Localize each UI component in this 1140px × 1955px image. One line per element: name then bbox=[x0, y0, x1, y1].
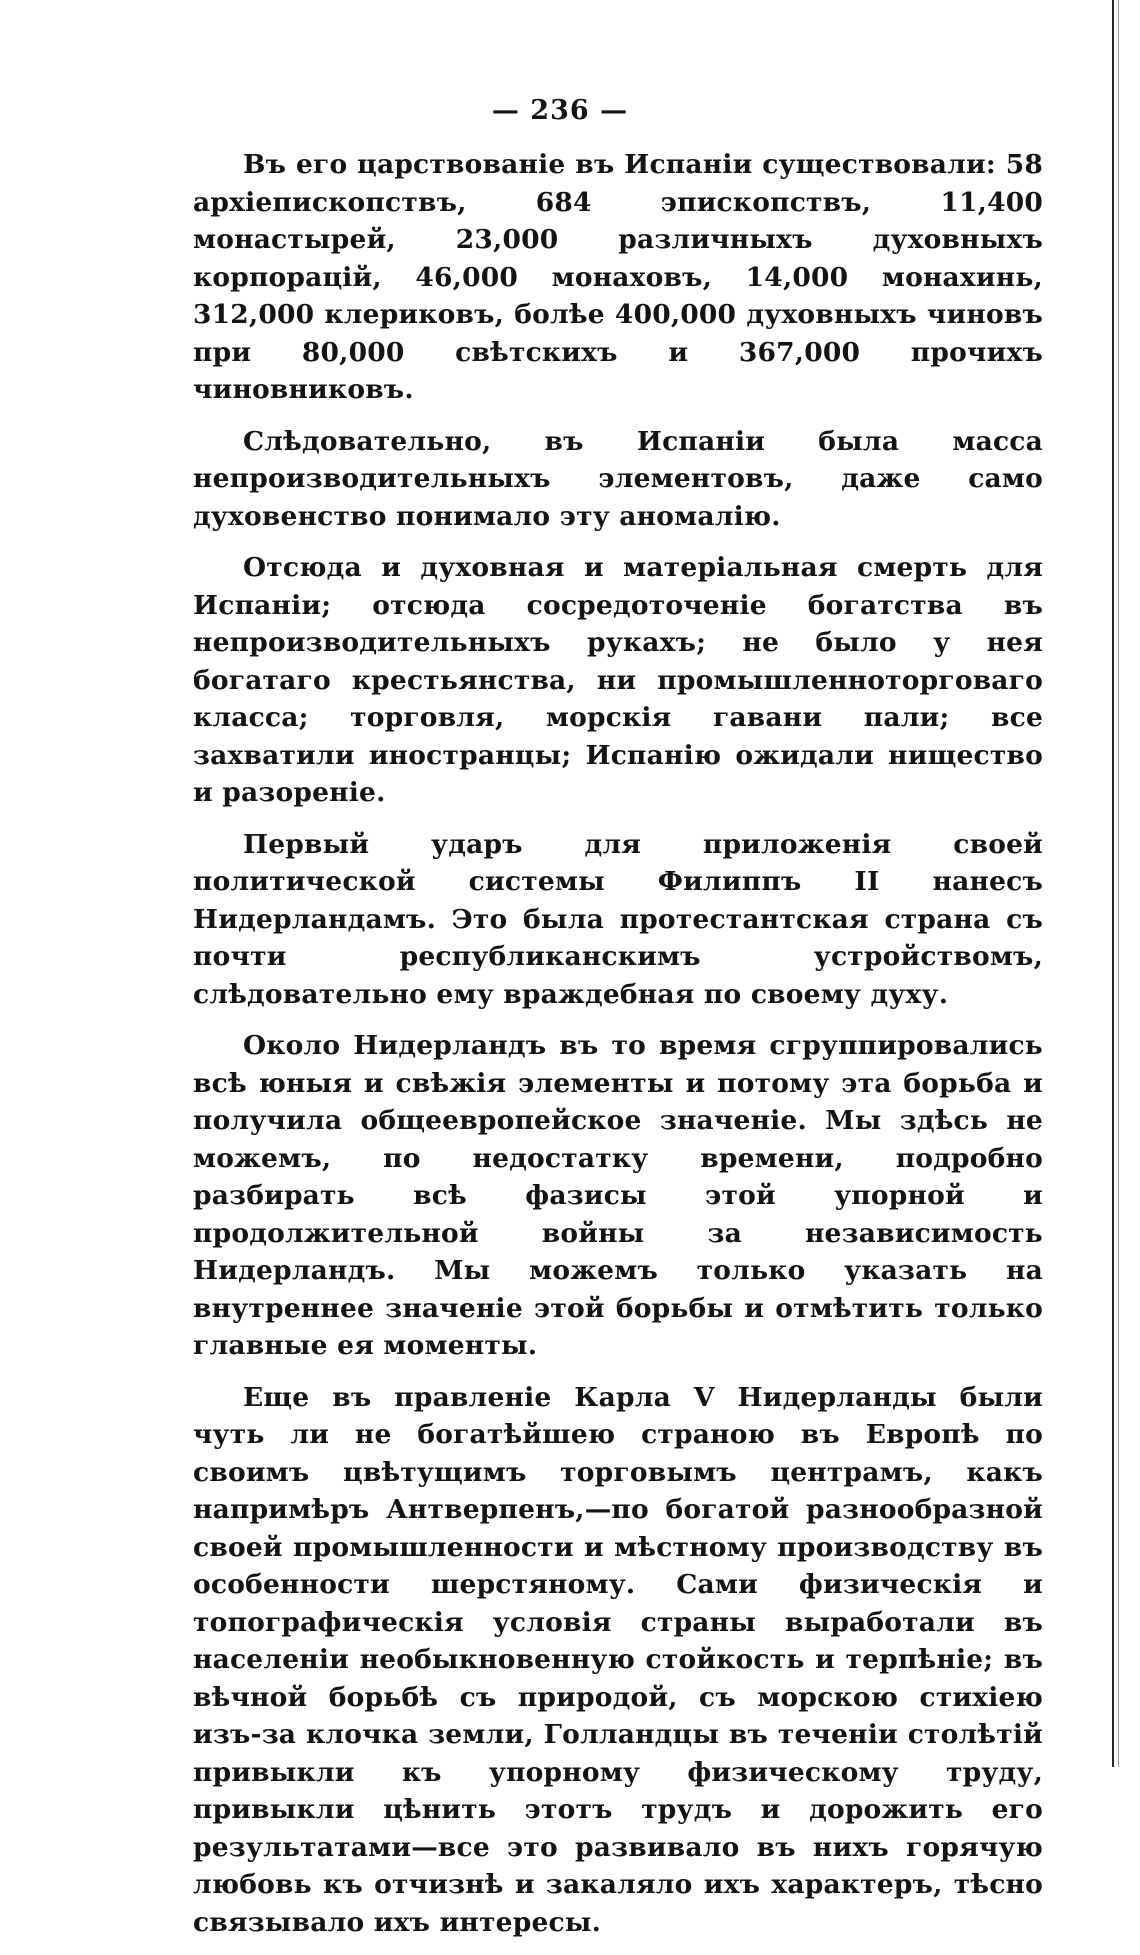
page-body bbox=[193, 146, 1043, 1955]
paragraph-3: Отсюда и духовная и матеріальная смерть для Испаніи; отсюда сосредоточеніе богатства въ непроизводительныхъ рукахъ; не было у нея богатаго крестьянства, ни промышленноторговаго класса; торговля, морскія гавани пали; все захватили иностранцы; Испанію ожидали нищество и разореніе. bbox=[193, 552, 1043, 808]
paragraph-4: Первый ударъ для приложенія своей политической системы Филиппъ II нанесъ Нидерландамъ. Это была протестантская страна съ почти республиканскимъ устройствомъ, слѣдовательно ему враждебная по своему духу. bbox=[193, 828, 1043, 1010]
paragraph-2: Слѣдовательно, въ Испаніи была масса непроизводительныхъ элементовъ, даже само духовенство понимало эту аномалію. bbox=[193, 425, 1043, 532]
page-edge-line bbox=[1112, 0, 1114, 1767]
paragraph-5: Около Нидерландъ въ то время сгруппировались всѣ юныя и свѣжія элементы и потому эта борьба и получила общеевропейское значеніе. Мы здѣсь не можемъ, по недостатку времени, подробно разбирать всѣ фазисы этой упорной и продолжительной войны за независимость Нидерландъ. Мы можемъ только указать на внутреннее значеніе этой борьбы и отмѣтить только главные ея моменты. bbox=[193, 1030, 1043, 1361]
paragraph-1: Въ его царствованіе въ Испаніи существовали: 58 архіепископствъ, 684 эпископствъ, 11,400 монастырей, 23,000 различныхъ духовныхъ корпорацій, 46,000 монаховъ, 14,000 монахинь, 312,000 клериковъ, болѣе 400,000 духовныхъ чиновъ при 80,000 свѣтскихъ и 367,000 прочихъ чиновниковъ. bbox=[193, 149, 1043, 405]
page-edge-shadow bbox=[1118, 0, 1119, 1767]
page-number: — 236 — bbox=[491, 95, 629, 126]
paragraph-6: Еще въ правленіе Карла V Нидерланды были чуть ли не богатѣйшею страною въ Европѣ по своимъ цвѣтущимъ торговымъ центрамъ, какъ напримѣръ Антверпенъ,—по богатой разнообразной своей промышленности и мѣстному производству въ особенности шерстяному. Сами физическія и топографическія условія страны выработали въ населеніи необыкновенную стойкость и терпѣніе; въ вѣчной борьбѣ съ природой, съ морскою стихіею изъ-за клочка земли, Голландцы въ теченіи столѣтій привыкли къ упорному физическому труду, привыкли цѣнить этотъ трудъ и дорожить его результатами—все это развивало въ нихъ горячую любовь къ отчизнѣ и закаляло ихъ характеръ, тѣсно связывало ихъ интересы. bbox=[193, 1381, 1043, 1938]
